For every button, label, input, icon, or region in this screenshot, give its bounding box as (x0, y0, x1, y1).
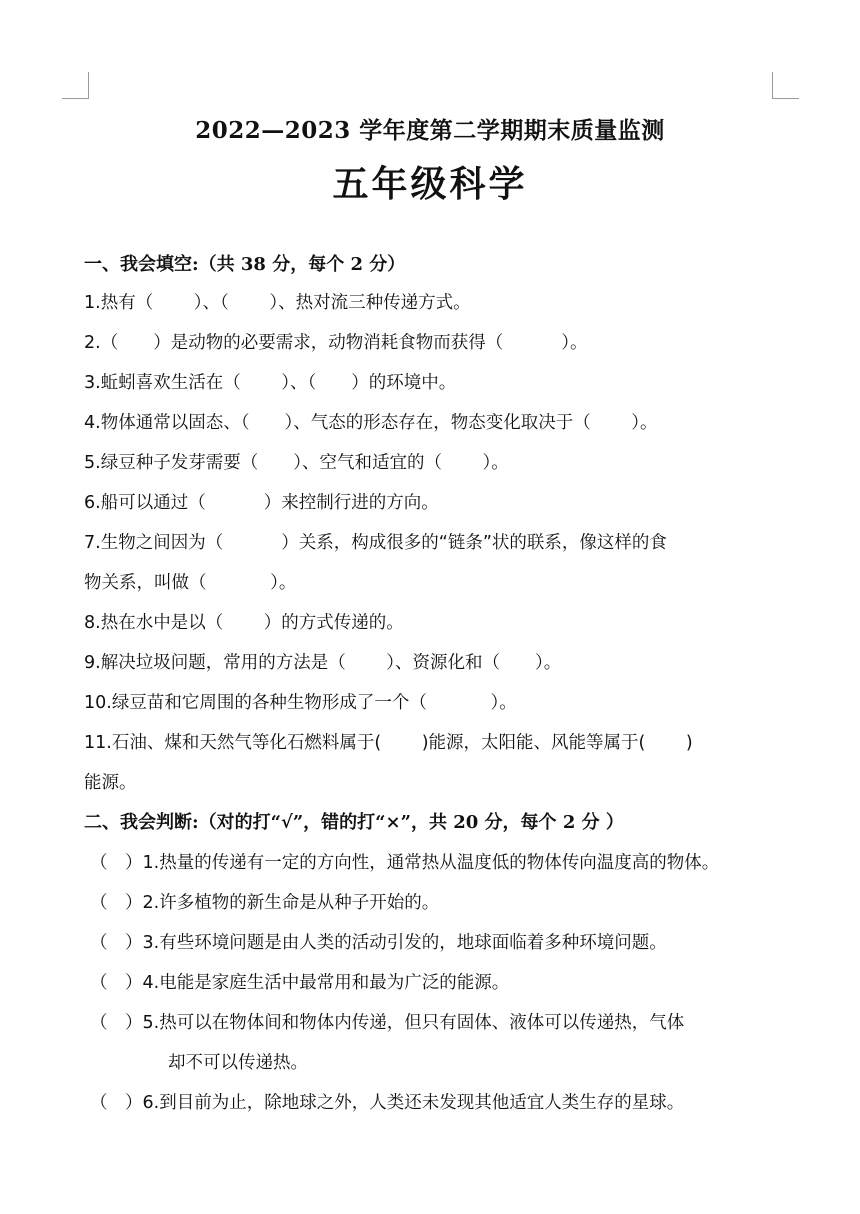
section-2-heading: 二、我会判断:（对的打“√”，错的打“×”，共 20 分，每个 2 分 ） (84, 812, 624, 833)
judge-question-2: （ ）2.许多植物的新生命是从种子开始的。 (90, 893, 440, 913)
fill-question-3: 3.蚯蚓喜欢生活在（ ）、（ ）的环境中。 (84, 373, 457, 393)
fill-question-10: 10.绿豆苗和它周围的各种生物形成了一个（ ）。 (84, 693, 517, 713)
fill-question-7: 7.生物之间因为（ ）关系，构成很多的“链条”状的联系，像这样的食 (84, 533, 667, 553)
judge-question-5-continued: 却不可以传递热。 (168, 1053, 308, 1073)
fill-question-4: 4.物体通常以固态、（ ）、气态的形态存在，物态变化取决于（ ）。 (84, 413, 658, 433)
fill-question-1: 1.热有（ ）、（ ）、热对流三种传递方式。 (84, 293, 471, 313)
page-corner-mark-top-left (62, 72, 89, 99)
exam-title: 2022—2023 学年度第二学期期末质量监测 (195, 117, 665, 144)
fill-question-6: 6.船可以通过（ ）来控制行进的方向。 (84, 493, 439, 513)
fill-question-9: 9.解决垃圾问题，常用的方法是（ ）、资源化和（ ）。 (84, 653, 562, 673)
judge-question-3: （ ）3.有些环境问题是由人类的活动引发的，地球面临着多种环境问题。 (90, 933, 667, 953)
fill-question-7-continued: 物关系，叫做（ ）。 (84, 573, 297, 593)
fill-question-5: 5.绿豆种子发芽需要（ ）、空气和适宜的（ ）。 (84, 453, 509, 473)
fill-question-11-continued: 能源。 (84, 773, 137, 793)
exam-subject: 五年级科学 (332, 163, 528, 205)
section-1-heading: 一、我会填空:（共 38 分，每个 2 分） (84, 254, 406, 275)
page-corner-mark-top-right (772, 72, 799, 99)
judge-question-1: （ ）1.热量的传递有一定的方向性，通常热从温度低的物体传向温度高的物体。 (90, 853, 720, 873)
judge-question-6: （ ）6.到目前为止，除地球之外，人类还未发现其他适宜人类生存的星球。 (90, 1093, 685, 1113)
fill-question-2: 2.（ ）是动物的必要需求，动物消耗食物而获得（ ）。 (84, 333, 588, 353)
judge-question-4: （ ）4.电能是家庭生活中最常用和最为广泛的能源。 (90, 973, 510, 993)
fill-question-8: 8.热在水中是以（ ）的方式传递的。 (84, 613, 404, 633)
fill-question-11: 11.石油、煤和天然气等化石燃料属于( )能源，太阳能、风能等属于( ) (84, 733, 693, 753)
judge-question-5: （ ）5.热可以在物体间和物体内传递，但只有固体、液体可以传递热，气体 (90, 1013, 685, 1033)
